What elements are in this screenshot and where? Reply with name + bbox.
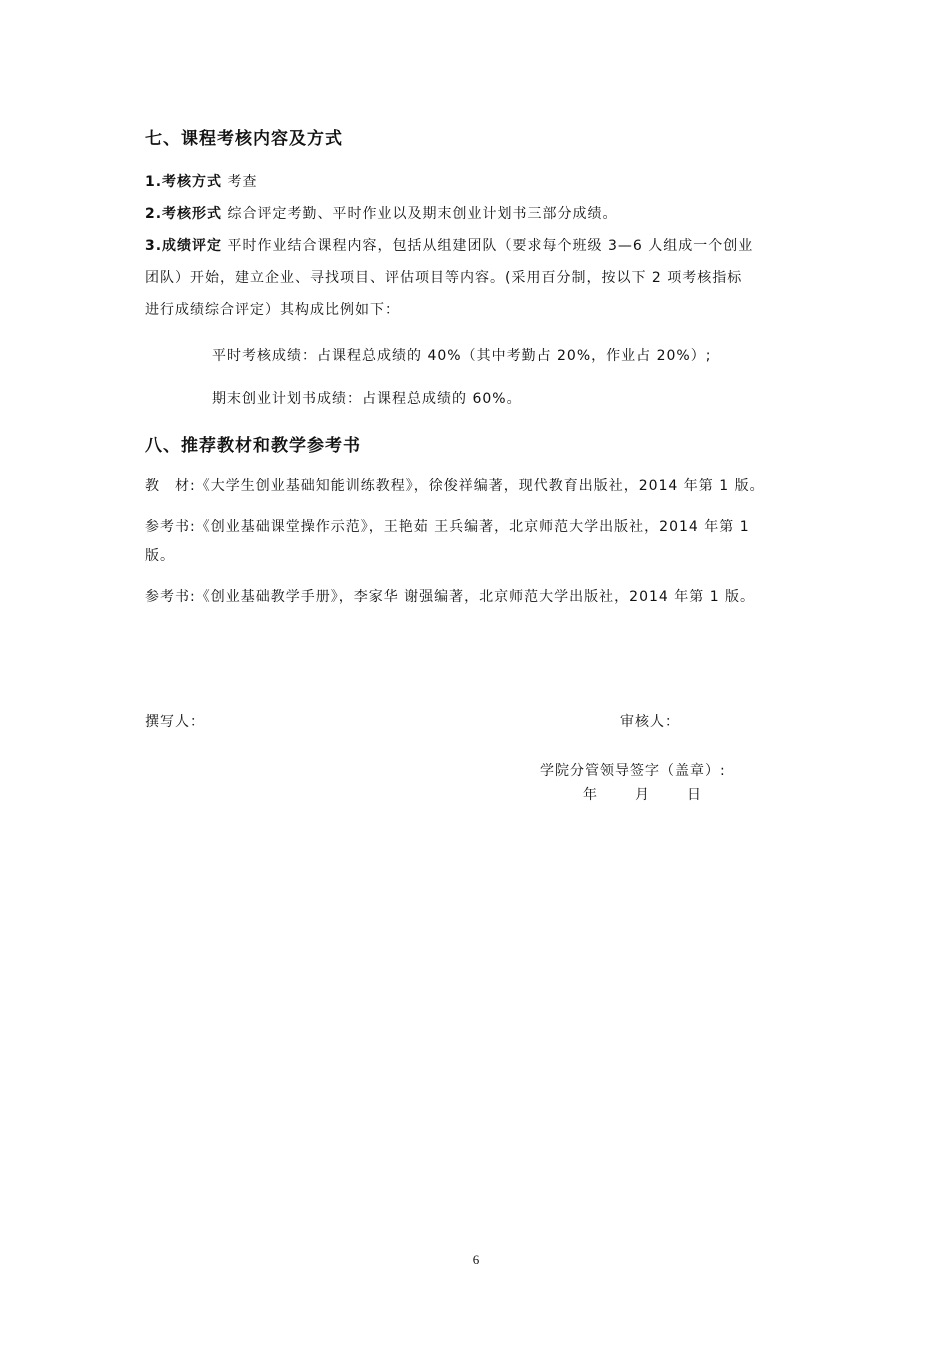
page-number: 6 <box>472 1252 480 1267</box>
reference-1-line-2: 版。 <box>145 548 175 564</box>
ratio-regular: 平时考核成绩：占课程总成绩的 40%（其中考勤占 20%，作业占 20%）; <box>212 348 712 364</box>
writer-label: 撰写人： <box>145 714 205 730</box>
reference-1-line-1: 参考书:《创业基础课堂操作示范》，王艳茹 王兵编著，北京师范大学出版社，2014 年第 1 <box>145 519 750 535</box>
date-line <box>583 784 739 804</box>
section7-heading: 七、课程考核内容及方式 <box>145 129 343 149</box>
textbook-entry: 教 材:《大学生创业基础知能训练教程》，徐俊祥编著，现代教育出版社，2014 年第 1 版。 <box>145 478 765 494</box>
assessment-form <box>145 203 618 223</box>
grading-line-2: 团队）开始，建立企业、寻找项目、评估项目等内容。(采用百分制，按以下 2 项考核指标 <box>145 270 743 286</box>
assessment-method-text: 考查 <box>227 174 258 190</box>
day-label: 日 <box>687 787 702 803</box>
grading-line-1 <box>145 235 753 255</box>
assessment-method <box>145 171 258 191</box>
ratio-final: 期末创业计划书成绩：占课程总成绩的 60%。 <box>212 391 522 407</box>
month-label: 月 <box>635 787 650 803</box>
assessment-method-label: 1.考核方式 <box>145 174 223 190</box>
reviewer-label: 审核人： <box>620 714 680 730</box>
assessment-form-label: 2.考核形式 <box>145 206 223 222</box>
grading-text-1: 平时作业结合课程内容，包括从组建团队（要求每个班级 3—6 人组成一个创业 <box>227 238 754 254</box>
reference-2-entry: 参考书:《创业基础教学手册》，李家华 谢强编著，北京师范大学出版社，2014 年第 1 版。 <box>145 589 756 605</box>
grading-label: 3.成绩评定 <box>145 238 223 254</box>
grading-line-3: 进行成绩综合评定）其构成比例如下： <box>145 302 400 318</box>
leader-signature-label: 学院分管领导签字（盖章）: <box>540 763 726 779</box>
section8-heading: 八、推荐教材和教学参考书 <box>145 436 361 456</box>
assessment-form-text: 综合评定考勤、平时作业以及期末创业计划书三部分成绩。 <box>227 206 618 222</box>
year-label: 年 <box>583 787 598 803</box>
